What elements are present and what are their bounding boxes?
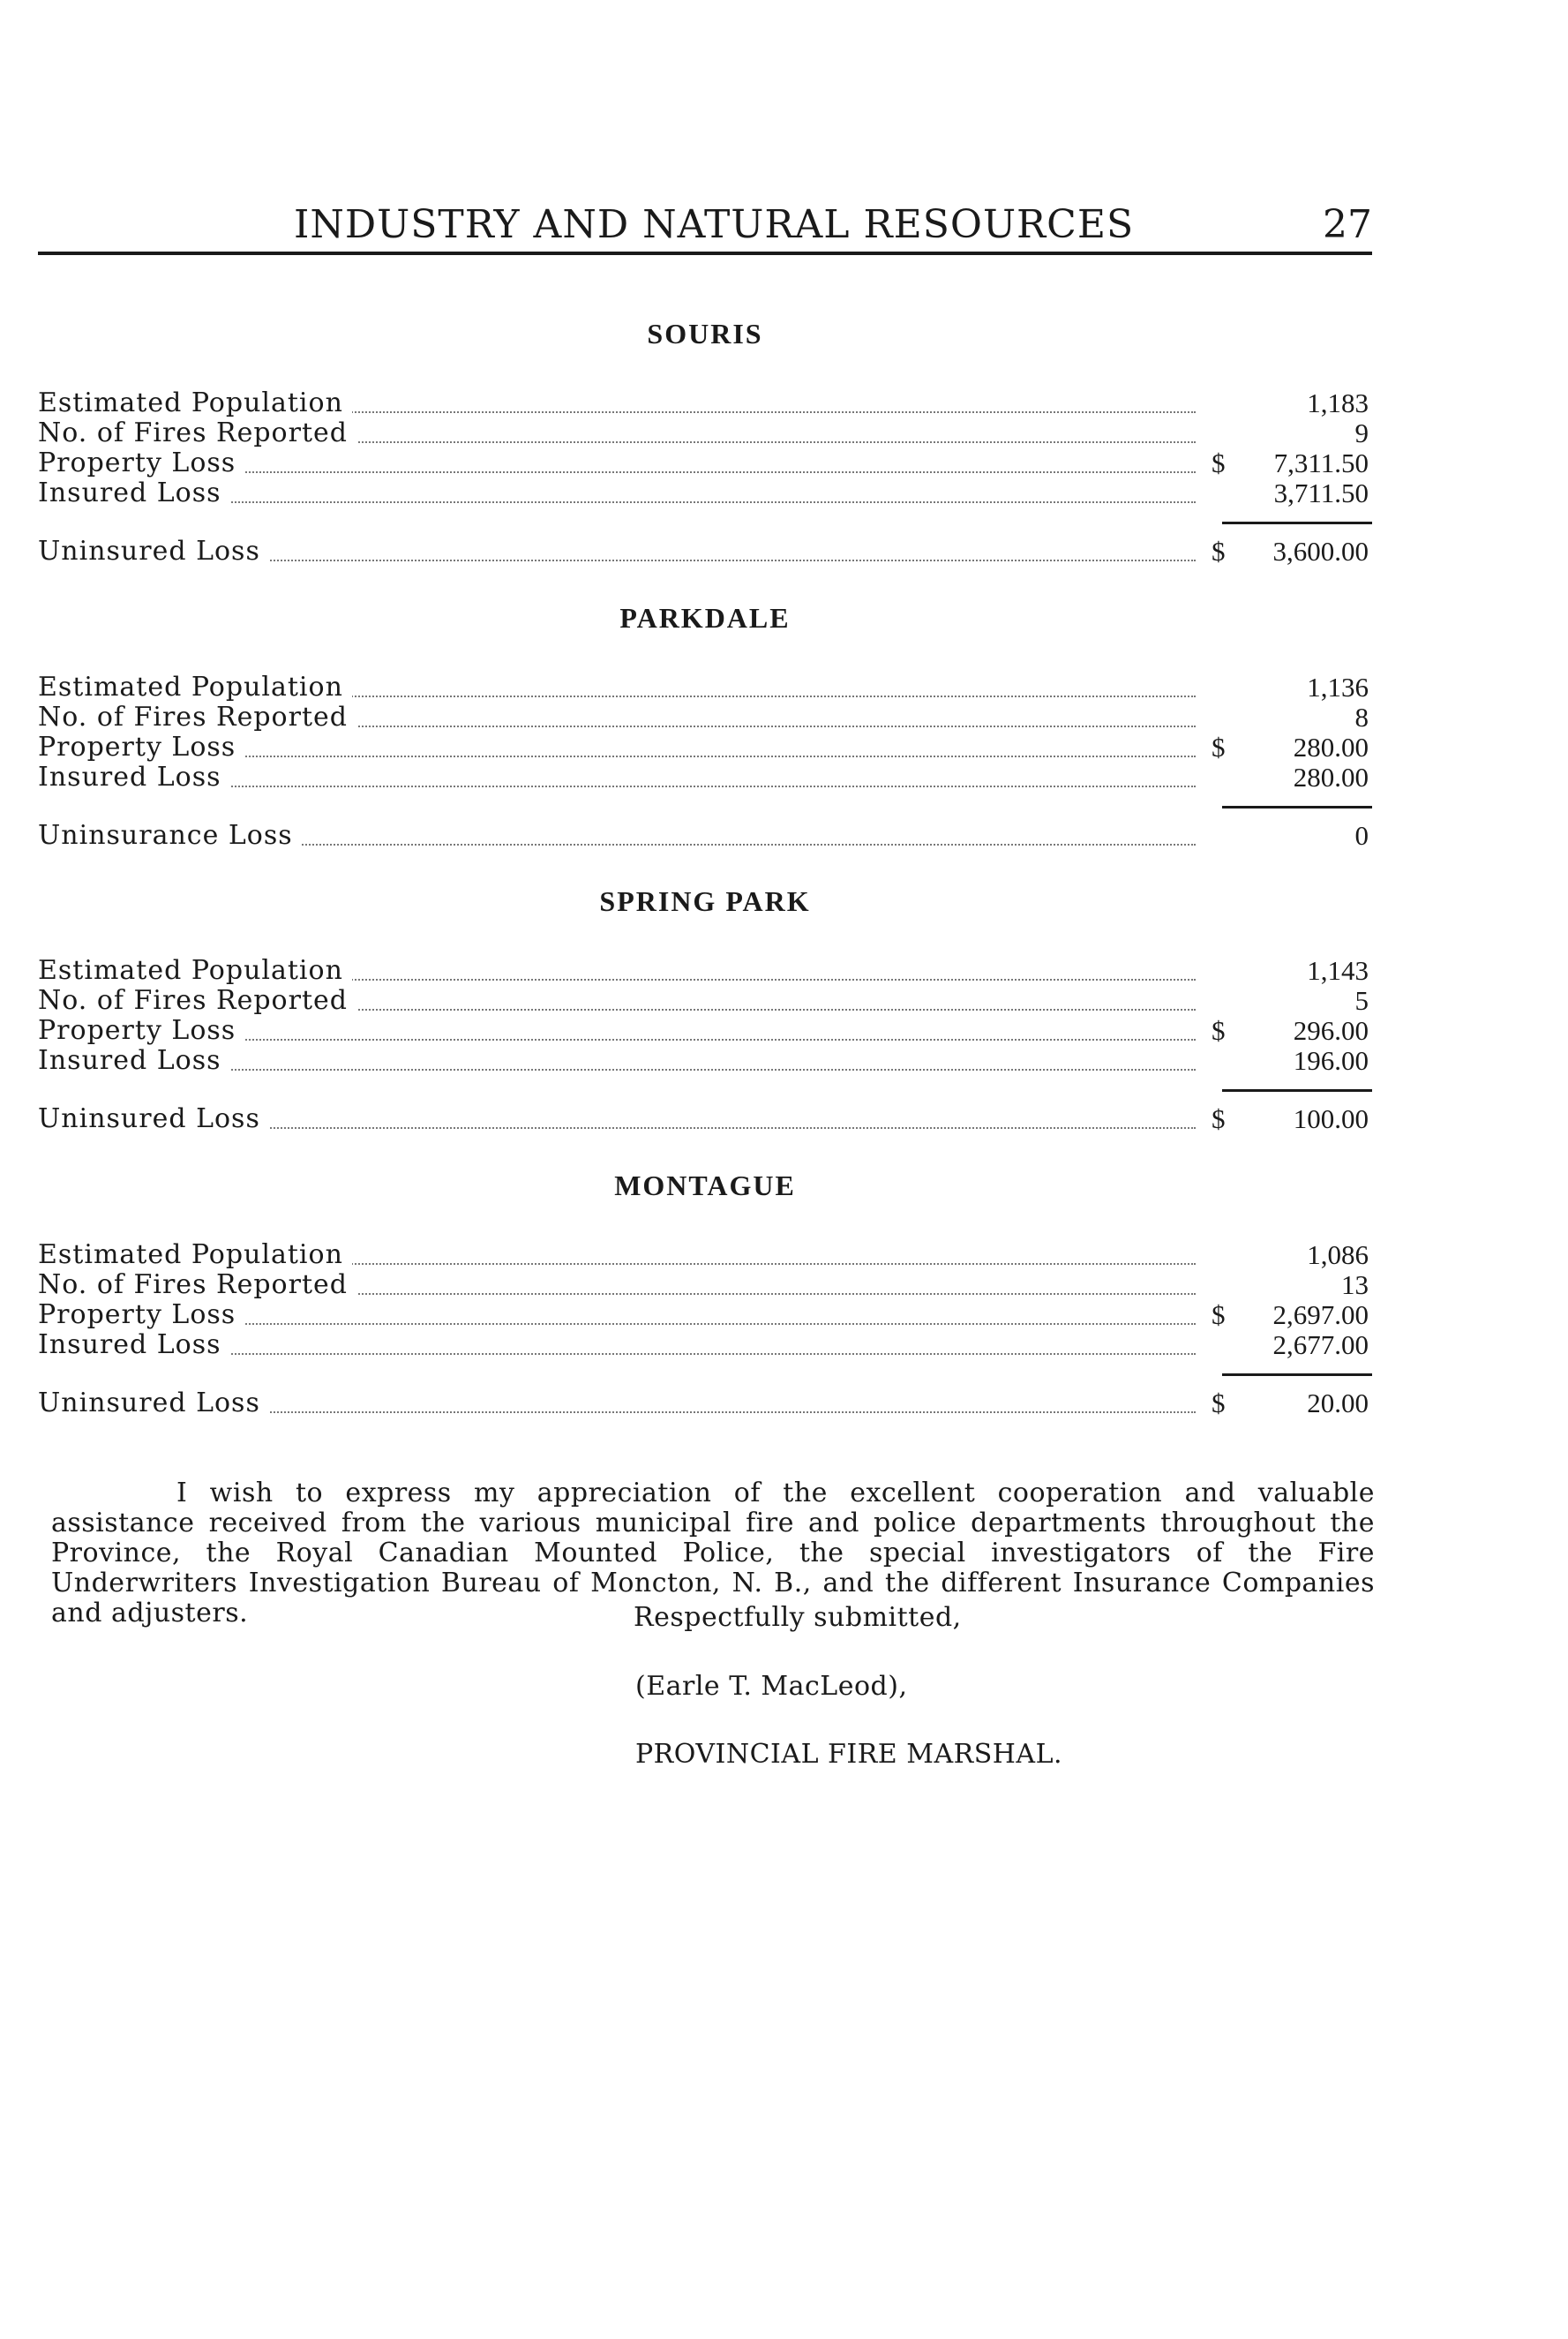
row-fires-reported xyxy=(38,986,1372,1016)
row-value: 2,677.00 xyxy=(1272,1329,1369,1360)
row-currency: $ xyxy=(1212,1103,1226,1134)
signature: (Earle T. MacLeod), xyxy=(635,1671,908,1702)
page-header xyxy=(38,199,1372,255)
row-fires-reported xyxy=(38,418,1372,448)
row-label: Insured Loss xyxy=(38,478,230,508)
row-insured-loss xyxy=(38,763,1372,793)
row-value: 3,711.50 xyxy=(1273,478,1369,508)
row-property-loss xyxy=(38,1016,1372,1046)
row-uninsurance-loss xyxy=(38,821,1372,851)
row-insured-loss xyxy=(38,1046,1372,1076)
section-title: SOURIS xyxy=(647,318,763,350)
row-label: Insured Loss xyxy=(38,763,230,793)
row-value: 296.00 xyxy=(1293,1015,1369,1046)
row-fires-reported xyxy=(38,1270,1372,1300)
row-value: 7,311.50 xyxy=(1273,447,1369,478)
total-rule xyxy=(1222,1373,1372,1376)
row-value: 0 xyxy=(1354,820,1369,851)
row-label: Estimated Population xyxy=(38,673,352,703)
section-souris xyxy=(38,318,1372,583)
row-value: 5 xyxy=(1354,985,1369,1016)
row-property-loss xyxy=(38,1300,1372,1330)
row-label: No. of Fires Reported xyxy=(38,418,356,448)
row-label: Estimated Population xyxy=(38,1240,352,1270)
row-uninsured-loss xyxy=(38,1104,1372,1134)
row-value: 100.00 xyxy=(1293,1103,1369,1134)
page-number: 27 xyxy=(1323,202,1372,247)
row-label: Property Loss xyxy=(38,1016,244,1046)
row-label: Insured Loss xyxy=(38,1046,230,1076)
row-estimated-population xyxy=(38,1240,1372,1270)
row-label: Property Loss xyxy=(38,1300,244,1330)
total-rule xyxy=(1222,1089,1372,1092)
salutation: Respectfully submitted, xyxy=(634,1602,962,1633)
total-rule xyxy=(1222,806,1372,808)
row-value: 1,183 xyxy=(1307,387,1369,418)
row-label: Uninsured Loss xyxy=(38,1388,269,1418)
row-currency: $ xyxy=(1212,536,1226,567)
section-montague xyxy=(38,1170,1372,1434)
row-currency: $ xyxy=(1212,1299,1226,1330)
row-currency: $ xyxy=(1212,447,1226,478)
row-label: Property Loss xyxy=(38,448,244,478)
section-spring-park xyxy=(38,885,1372,1150)
row-estimated-population xyxy=(38,388,1372,418)
section-title: SPRING PARK xyxy=(599,885,811,917)
row-value: 9 xyxy=(1354,417,1369,448)
row-currency: $ xyxy=(1212,732,1226,763)
row-label: Estimated Population xyxy=(38,956,352,986)
row-value: 280.00 xyxy=(1293,762,1369,793)
row-value: 20.00 xyxy=(1307,1388,1369,1418)
row-value: 280.00 xyxy=(1293,732,1369,763)
row-label: Estimated Population xyxy=(38,388,352,418)
row-value: 8 xyxy=(1354,702,1369,733)
row-value: 2,697.00 xyxy=(1272,1299,1369,1330)
row-estimated-population xyxy=(38,673,1372,703)
row-fires-reported xyxy=(38,703,1372,733)
row-label: Uninsured Loss xyxy=(38,1104,269,1134)
row-property-loss xyxy=(38,448,1372,478)
row-value: 1,086 xyxy=(1307,1239,1369,1270)
row-label: Property Loss xyxy=(38,733,244,763)
row-label: No. of Fires Reported xyxy=(38,703,356,733)
total-rule xyxy=(1222,522,1372,524)
row-value: 3,600.00 xyxy=(1272,536,1369,567)
row-uninsured-loss xyxy=(38,1388,1372,1418)
row-label: No. of Fires Reported xyxy=(38,986,356,1016)
row-estimated-population xyxy=(38,956,1372,986)
row-value: 1,136 xyxy=(1307,672,1369,703)
row-property-loss xyxy=(38,733,1372,763)
row-label: Uninsurance Loss xyxy=(38,821,302,851)
row-value: 196.00 xyxy=(1293,1045,1369,1076)
running-title: INDUSTRY AND NATURAL RESOURCES xyxy=(294,202,1135,247)
row-value: 1,143 xyxy=(1307,955,1369,986)
row-label: Insured Loss xyxy=(38,1330,230,1360)
signatory-position: PROVINCIAL FIRE MARSHAL. xyxy=(635,1739,1063,1770)
row-label: No. of Fires Reported xyxy=(38,1270,356,1300)
row-currency: $ xyxy=(1212,1015,1226,1046)
section-parkdale xyxy=(38,602,1372,867)
row-label: Uninsured Loss xyxy=(38,537,269,567)
section-title: MONTAGUE xyxy=(614,1170,796,1201)
row-uninsured-loss xyxy=(38,537,1372,567)
row-value: 13 xyxy=(1341,1269,1369,1300)
row-insured-loss xyxy=(38,1330,1372,1360)
row-insured-loss xyxy=(38,478,1372,508)
row-currency: $ xyxy=(1212,1388,1226,1418)
section-title: PARKDALE xyxy=(619,602,791,634)
closing-paragraph: I wish to express my appreciation of the excellent cooperation and valuable assistance received from the various municipal fire and police departments throughout the Province, the Royal Canadian Mounted Police, the special investigators of the Fire Underwriters Investigation Bureau of Moncton, N. B., and the different Insurance Companies and adjusters. xyxy=(51,1478,1375,1628)
